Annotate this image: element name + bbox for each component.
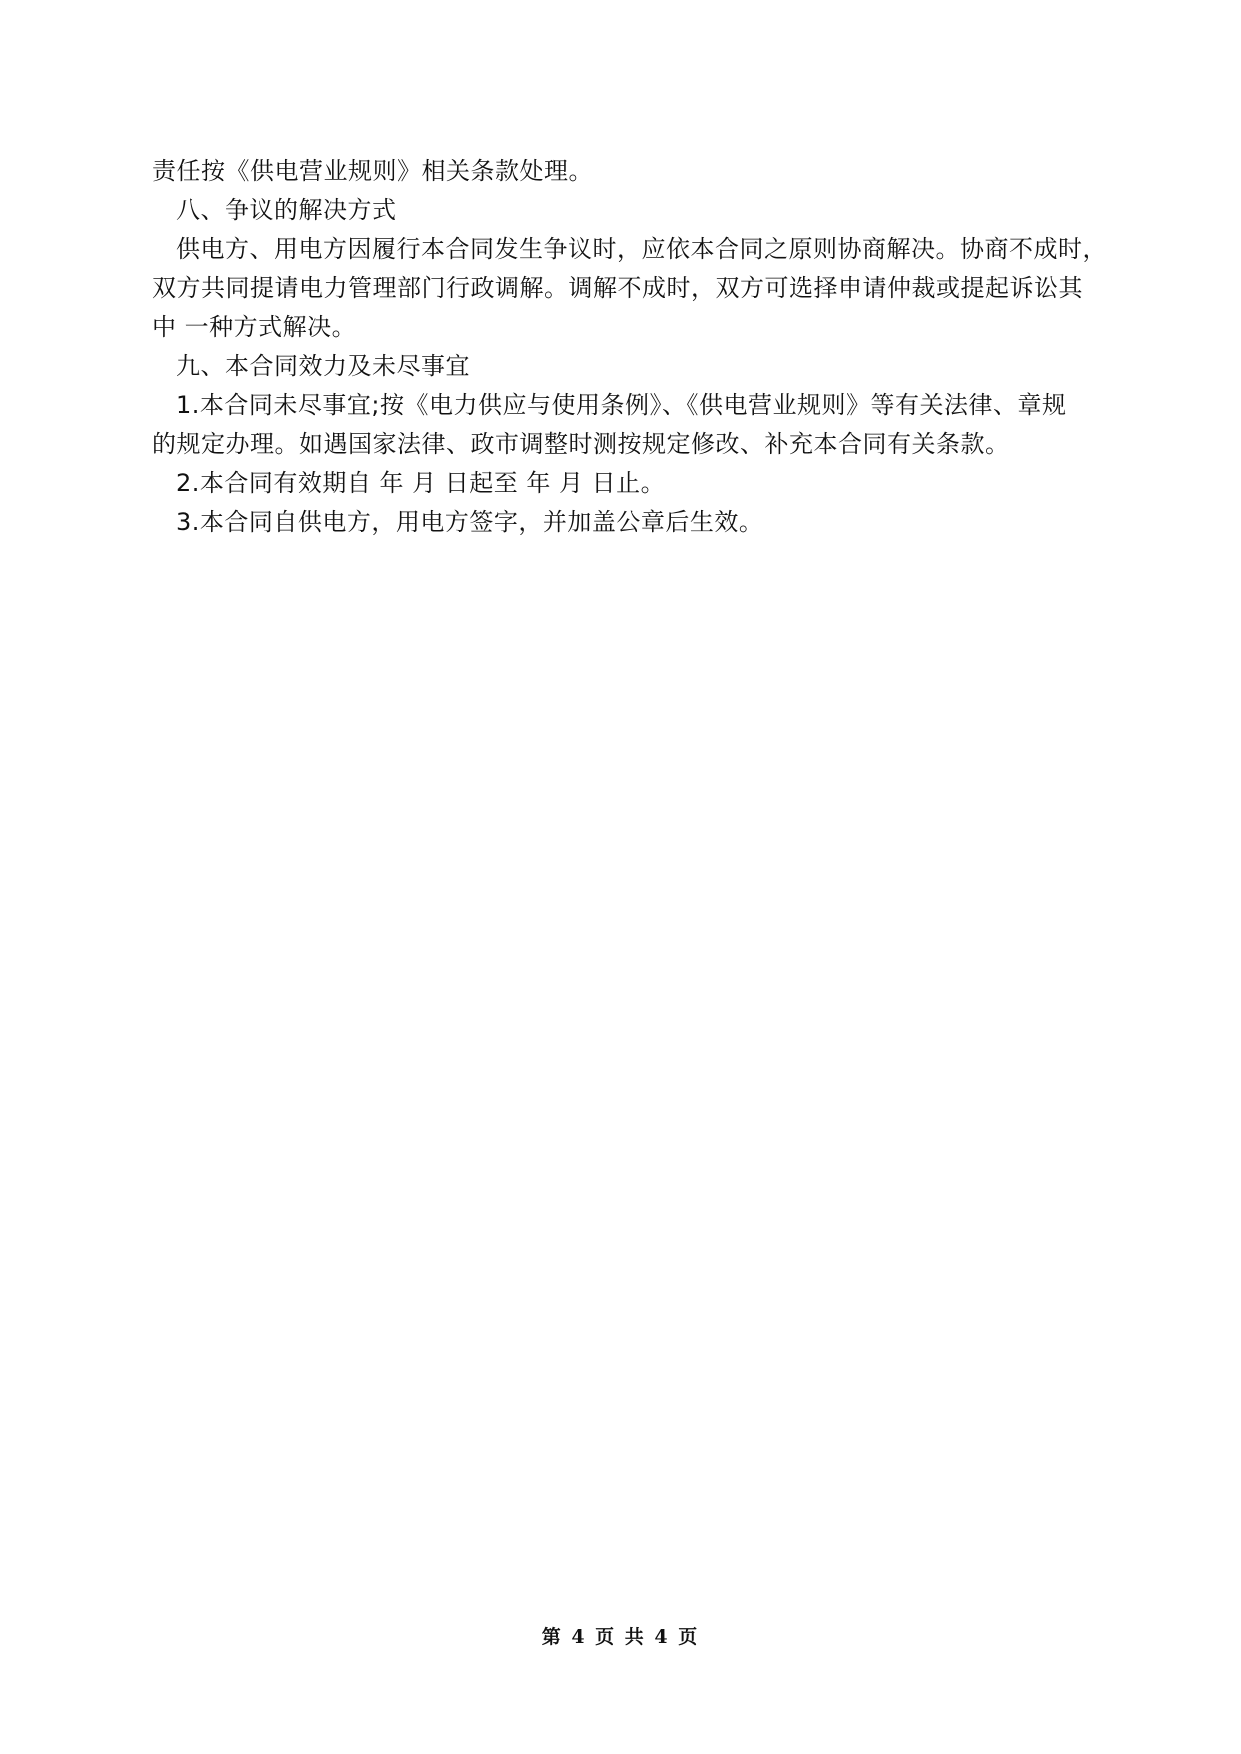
clause-line: 2.本合同有效期自 年 月 日起至 年 月 日止。 <box>176 469 666 497</box>
page-number: 第 4 页 共 4 页 <box>541 1626 700 1648</box>
paragraph-line: 中 一种方式解决。 <box>152 313 357 341</box>
paragraph-line: 的规定办理。如遇国家法律、政市调整时测按规定修改、补充本合同有关条款。 <box>152 430 1010 458</box>
section-heading: 九、本合同效力及未尽事宜 <box>176 352 470 380</box>
section-heading: 八、争议的解决方式 <box>176 196 397 224</box>
clause-line: 3.本合同自供电方，用电方签字，并加盖公章后生效。 <box>176 508 764 536</box>
document-body <box>152 152 1112 542</box>
clause-line: 1.本合同未尽事宜;按《电力供应与使用条例》、《供电营业规则》等有关法律、章规 <box>176 391 1067 419</box>
paragraph-line: 供电方、用电方因履行本合同发生争议时，应依本合同之原则协商解决。协商不成时， <box>176 235 1107 263</box>
paragraph-line: 责任按《供电营业规则》相关条款处理。 <box>152 157 593 185</box>
paragraph-line: 双方共同提请电力管理部门行政调解。调解不成时，双方可选择申请仲裁或提起诉讼其 <box>152 274 1083 302</box>
